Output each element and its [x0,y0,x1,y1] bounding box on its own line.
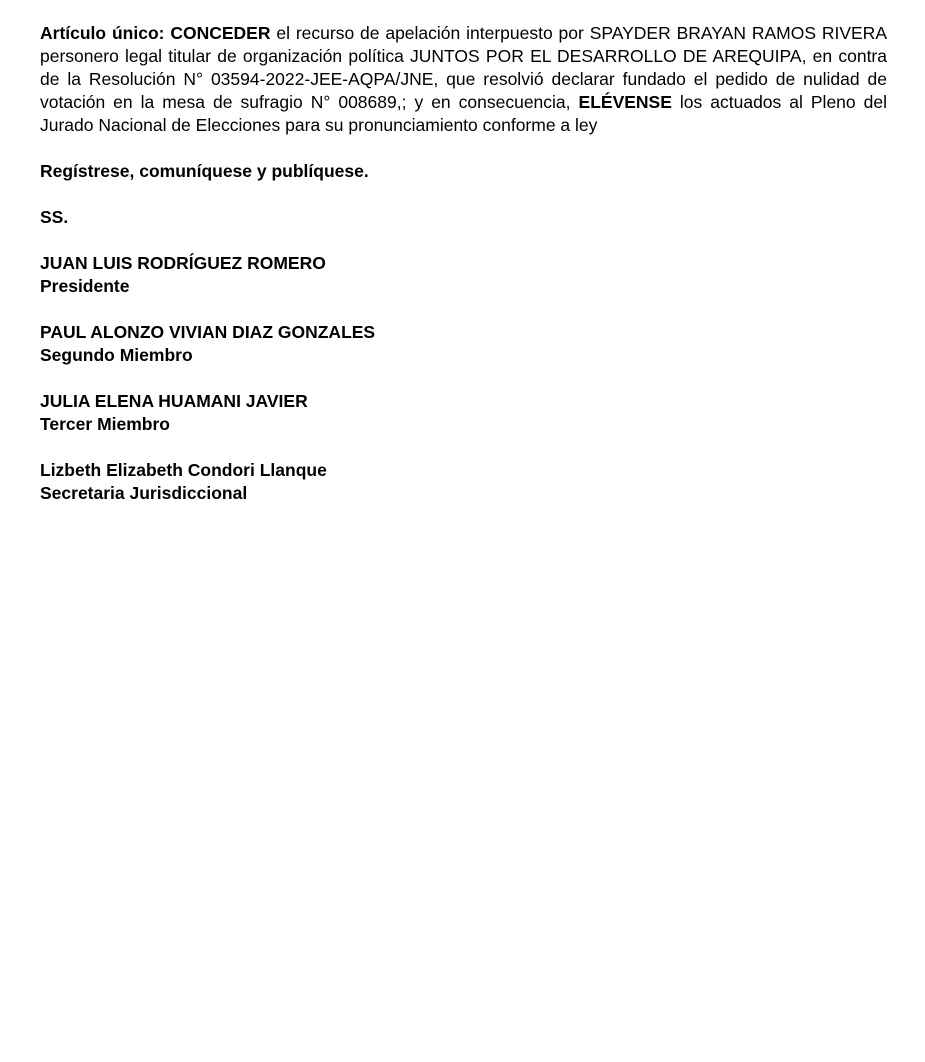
article-verb-elevense: ELÉVENSE [578,92,672,112]
signatory-role: Presidente [40,276,130,296]
signatory-block [40,459,887,505]
signatory-role: Secretaria Jurisdiccional [40,483,248,503]
signatory-name: Lizbeth Elizabeth Condori Llanque [40,460,327,480]
article-text-1: el recurso de apelación interpuesto por SPAYDER BRAYAN RAMOS RIVERA personero legal titular de organización política JUNTOS POR EL DESARROLLO DE AREQUIPA, en contra de la Resolución N° 03594-2022-JEE-AQPA/JNE, que resolvió declarar fundado el pedido de nulidad de votación en la mesa de sufragio N° 008689,; y en consecuencia, [40,23,887,112]
signatory-block [40,252,887,298]
article-paragraph [40,22,887,137]
signatory-name: PAUL ALONZO VIVIAN DIAZ GONZALES [40,322,376,342]
signatory-role: Segundo Miembro [40,345,193,365]
article-text-2: los actuados al Pleno del Jurado Nacional de Elecciones para su pronunciamiento conforme a ley [40,92,887,135]
article-label: Artículo único: [40,23,165,43]
signatory-block [40,390,887,436]
document-page [40,22,887,505]
signatory-block [40,321,887,367]
signatory-name: JULIA ELENA HUAMANI JAVIER [40,391,308,411]
closing-formula: Regístrese, comuníquese y publíquese. [40,161,369,181]
signatory-name: JUAN LUIS RODRÍGUEZ ROMERO [40,253,326,273]
article-verb-conceder: CONCEDER [170,23,271,43]
signatory-role: Tercer Miembro [40,414,170,434]
ss-label: SS. [40,207,69,227]
